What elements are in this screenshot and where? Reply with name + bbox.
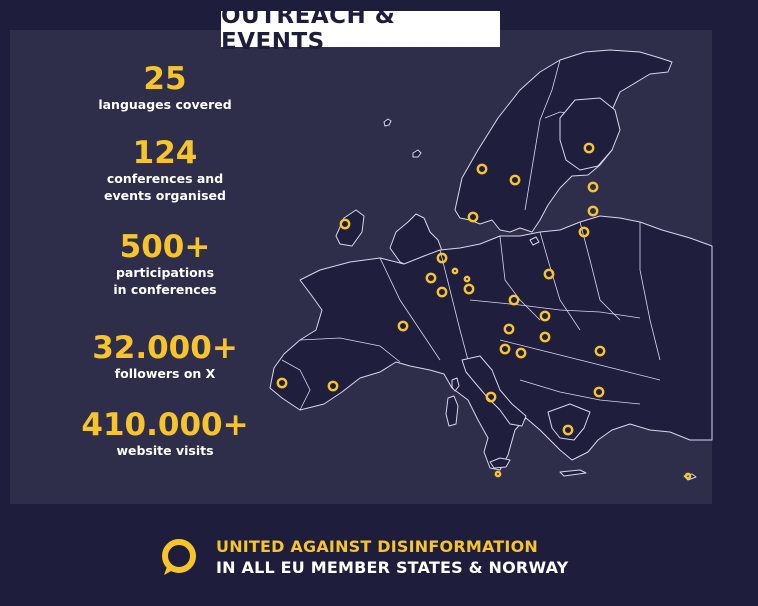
stat-label: languages covered — [98, 97, 232, 112]
event-location-pin — [478, 165, 486, 173]
event-location-pin — [541, 333, 549, 341]
stat-value: 410.000+ — [81, 407, 249, 443]
event-location-pin — [517, 349, 525, 357]
event-location-pin — [541, 312, 549, 320]
event-location-pin — [510, 296, 518, 304]
event-location-pin — [438, 288, 446, 296]
event-location-pin — [564, 426, 572, 434]
stat-label: website visits — [116, 443, 214, 458]
stat-value: 124 — [132, 135, 198, 171]
event-location-pin — [399, 322, 407, 330]
event-location-pin — [595, 388, 603, 396]
stat-label: participations — [115, 265, 215, 280]
event-location-pin — [589, 183, 597, 191]
event-location-pin — [453, 269, 457, 273]
stat-label: events organised — [104, 188, 226, 203]
stat-followers — [40, 331, 290, 382]
event-location-pin — [686, 474, 690, 478]
stat-website-visits — [40, 408, 290, 459]
stat-participations — [40, 230, 290, 298]
stat-label: in conferences — [113, 282, 217, 297]
event-location-pin — [596, 347, 604, 355]
stat-label: followers on X — [114, 366, 216, 381]
speech-bubble-icon — [160, 538, 198, 578]
event-location-pin — [501, 345, 509, 353]
stat-languages — [40, 62, 290, 113]
page-title: OUTREACH & EVENTS — [221, 11, 500, 47]
event-location-pin — [341, 220, 349, 228]
event-location-pin — [469, 213, 477, 221]
event-location-pin — [329, 382, 337, 390]
event-location-pin — [585, 144, 593, 152]
event-location-pin — [511, 176, 519, 184]
footer-line-2: IN ALL EU MEMBER STATES & NORWAY — [216, 558, 569, 577]
stat-value: 25 — [143, 61, 187, 97]
stat-value: 32.000+ — [92, 330, 238, 366]
footer-tagline — [216, 536, 568, 578]
event-location-pin — [496, 472, 500, 476]
stat-conferences — [40, 136, 290, 204]
event-location-pin — [589, 207, 597, 215]
event-location-pin — [580, 228, 588, 236]
event-location-pin — [545, 270, 553, 278]
stat-label: conferences and — [106, 171, 224, 186]
stat-value: 500+ — [119, 229, 211, 265]
event-location-pin — [465, 285, 473, 293]
footer-line-1: UNITED AGAINST DISINFORMATION — [216, 537, 538, 556]
event-location-pin — [505, 325, 513, 333]
event-location-pin — [465, 277, 469, 281]
event-location-pin — [427, 274, 435, 282]
event-location-pin — [487, 393, 495, 401]
event-location-pin — [438, 254, 446, 262]
